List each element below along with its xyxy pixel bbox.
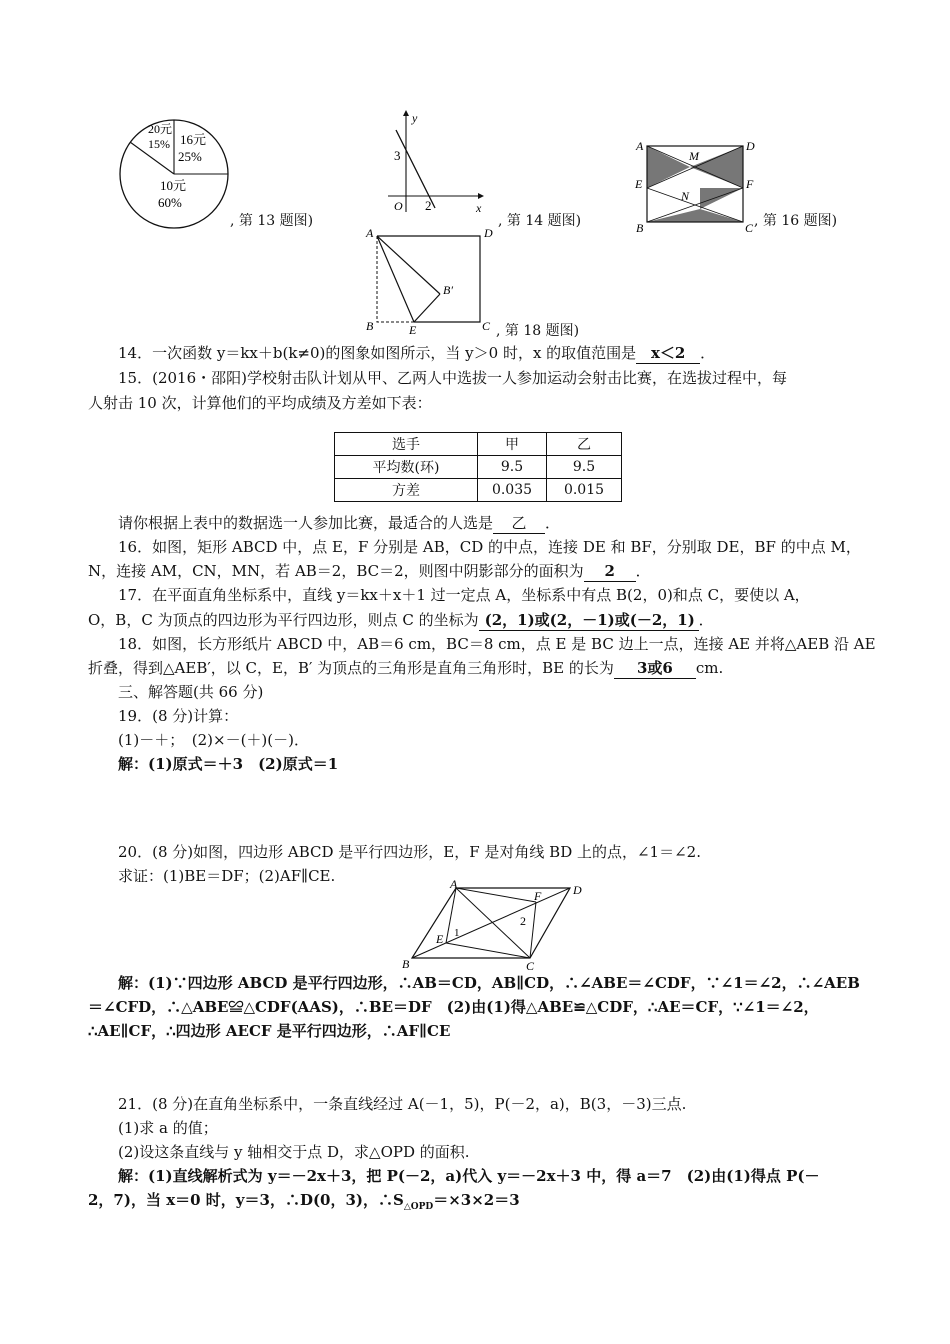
question-20-line1: 20．(8 分)如图，四边形 ABCD 是平行四边形，E，F 是对角线 BD 上的点，∠1＝∠2. [118, 843, 701, 861]
question-20-solution-2: ＝∠CFD，∴△ABE≌△CDF(AAS)，∴BE＝DF (2)由(1)得△ABE≌△CDF，∴AE＝CF，∵∠1＝∠2， [88, 998, 819, 1016]
slice-pct-16: 25% [178, 149, 202, 164]
figure-13-pie [118, 118, 230, 230]
slice-pct-20: 15% [148, 137, 170, 151]
table-row: 方差 0.035 0.015 [335, 479, 622, 502]
question-19-title: 19．(8 分)计算： [118, 707, 239, 725]
svg-text:F: F [534, 889, 542, 903]
table-row: 平均数(环) 9.5 9.5 [335, 456, 622, 479]
svg-text:2: 2 [425, 198, 432, 213]
figure-16-rectangle [632, 136, 767, 236]
svg-text:D: D [573, 883, 582, 897]
svg-text:2: 2 [520, 914, 526, 928]
svg-text:C: C [526, 959, 535, 973]
svg-text:y: y [412, 111, 418, 125]
caption-fig-13: , 第 13 题图) [230, 213, 314, 229]
question-16-line2: N，连接 AM，CN，MN，若 AB＝2，BC＝2，则图中阴影部分的面积为 2 ． [88, 562, 651, 580]
question-21-solution-1: 解：(1)直线解析式为 y＝－2x＋3，把 P(－2，a)代入 y＝－2x＋3 中，得 a＝7 (2)由(1)得点 P(－ [118, 1167, 820, 1185]
table-row: 选手 甲 乙 [335, 433, 622, 456]
question-19-solution: 解：(1)原式＝＋3 (2)原式＝1 [118, 755, 339, 773]
answer-18: 3或6 [614, 658, 696, 679]
svg-text:D: D [746, 139, 755, 153]
svg-text:A: A [366, 226, 374, 240]
question-21-line3: (2)设这条直线与 y 轴相交于点 D，求△OPD 的面积. [118, 1143, 470, 1161]
question-21-line2: (1)求 a 的值； [118, 1119, 218, 1137]
slice-pct-10: 60% [158, 195, 182, 210]
caption-fig-14: , 第 14 题图) [498, 213, 582, 229]
svg-text:A: A [636, 139, 644, 153]
question-14: 14．一次函数 y＝kx＋b(k≠0)的图象如图所示，当 y＞0 时，x 的取值范围是 x＜2 ． [118, 344, 716, 362]
svg-text:C: C [482, 319, 491, 333]
svg-text:B′: B′ [443, 283, 453, 297]
question-18-line2: 折叠，得到△AEB′，以 C，E，B′ 为顶点的三角形是直角三角形时，BE 的长为 3或6 cm. [88, 659, 724, 677]
question-15-line2: 人射击 10 次，计算他们的平均成绩及方差如下表： [88, 394, 432, 412]
svg-text:1: 1 [454, 927, 460, 939]
question-18-line1: 18．如图，长方形纸片 ABCD 中，AB＝6 cm，BC＝8 cm，点 E 是 BC 边上一点，连接 AE 并将△AEB 沿 AE [118, 635, 876, 653]
question-17-line1: 17．在平面直角坐标系中，直线 y＝kx＋x＋1 过一定点 A，坐标系中有点 B(2，0)和点 C，要使以 A， [118, 586, 810, 604]
svg-text:N: N [681, 189, 690, 203]
question-19-parts: (1)－＋； (2)×－(＋)(－)． [118, 731, 309, 749]
section-3-heading: 三、解答题(共 66 分) [118, 683, 264, 701]
svg-text:E: E [635, 177, 643, 191]
question-21-line1: 21．(8 分)在直角坐标系中，一条直线经过 A(－1，5)，P(－2，a)，B(3，－3)三点. [118, 1095, 687, 1113]
slice-label-16: 16元 [180, 132, 207, 147]
question-16-line1: 16．如图，矩形 ABCD 中，点 E，F 分别是 AB，CD 的中点，连接 DE 和 BF，分别取 DE，BF 的中点 M， [118, 538, 861, 556]
question-20-solution-3: ∴AE∥CF，∴四边形 AECF 是平行四边形，∴AF∥CE [88, 1022, 451, 1040]
question-21-solution-2: 2，7)，当 x＝0 时，y＝3，∴D(0，3)，$\therefore S_{\triangle OPD}=\times 3\times 2=3$ [88, 1191, 520, 1212]
question-20-line2: 求证：(1)BE＝DF；(2)AF∥CE. [118, 867, 336, 885]
svg-text:O: O [394, 199, 403, 213]
svg-text:E: E [436, 932, 444, 946]
caption-fig-16: , 第 16 题图) [754, 213, 838, 229]
question-15-line3: 请你根据上表中的数据选一人参加比赛，最适合的人选是 乙 ． [118, 514, 561, 532]
slice-label-20: 20元 [148, 122, 173, 136]
figure-18-fold [362, 224, 502, 336]
svg-text:3: 3 [394, 148, 401, 163]
question-15-line1: 15．(2016・邵阳)学校射击队计划从甲、乙两人中选拔一人参加运动会射击比赛，在选拔过程中，每 [118, 369, 787, 387]
svg-text:A: A [450, 877, 458, 891]
svg-text:B: B [366, 319, 374, 333]
score-table [334, 432, 622, 502]
answer-14: x＜2 [636, 343, 700, 364]
svg-text:M: M [689, 149, 699, 163]
svg-text:x: x [476, 201, 482, 215]
answer-16: 2 [584, 561, 636, 582]
answer-15: 乙 [493, 513, 545, 534]
question-20-solution-1: 解：(1)∵四边形 ABCD 是平行四边形，∴AB＝CD，AB∥CD，∴∠ABE＝∠CDF，∵∠1＝∠2，∴∠AEB [118, 974, 860, 992]
svg-text:E: E [409, 323, 417, 337]
caption-fig-18: , 第 18 题图) [496, 323, 580, 339]
answer-17: (2，1)或(2，－1)或(－2，1) [479, 610, 699, 631]
svg-text:C: C [745, 221, 754, 235]
svg-text:B: B [636, 221, 644, 235]
svg-text:F: F [746, 177, 754, 191]
svg-text:B: B [402, 957, 410, 971]
svg-text:D: D [484, 226, 493, 240]
question-17-line2: O，B，C 为顶点的四边形为平行四边形，则点 C 的坐标为 (2，1)或(2，－1)或(－2，1) ． [88, 611, 714, 629]
slice-label-10: 10元 [160, 178, 187, 193]
figure-14-graph [388, 108, 488, 218]
figure-20-parallelogram [398, 877, 588, 973]
